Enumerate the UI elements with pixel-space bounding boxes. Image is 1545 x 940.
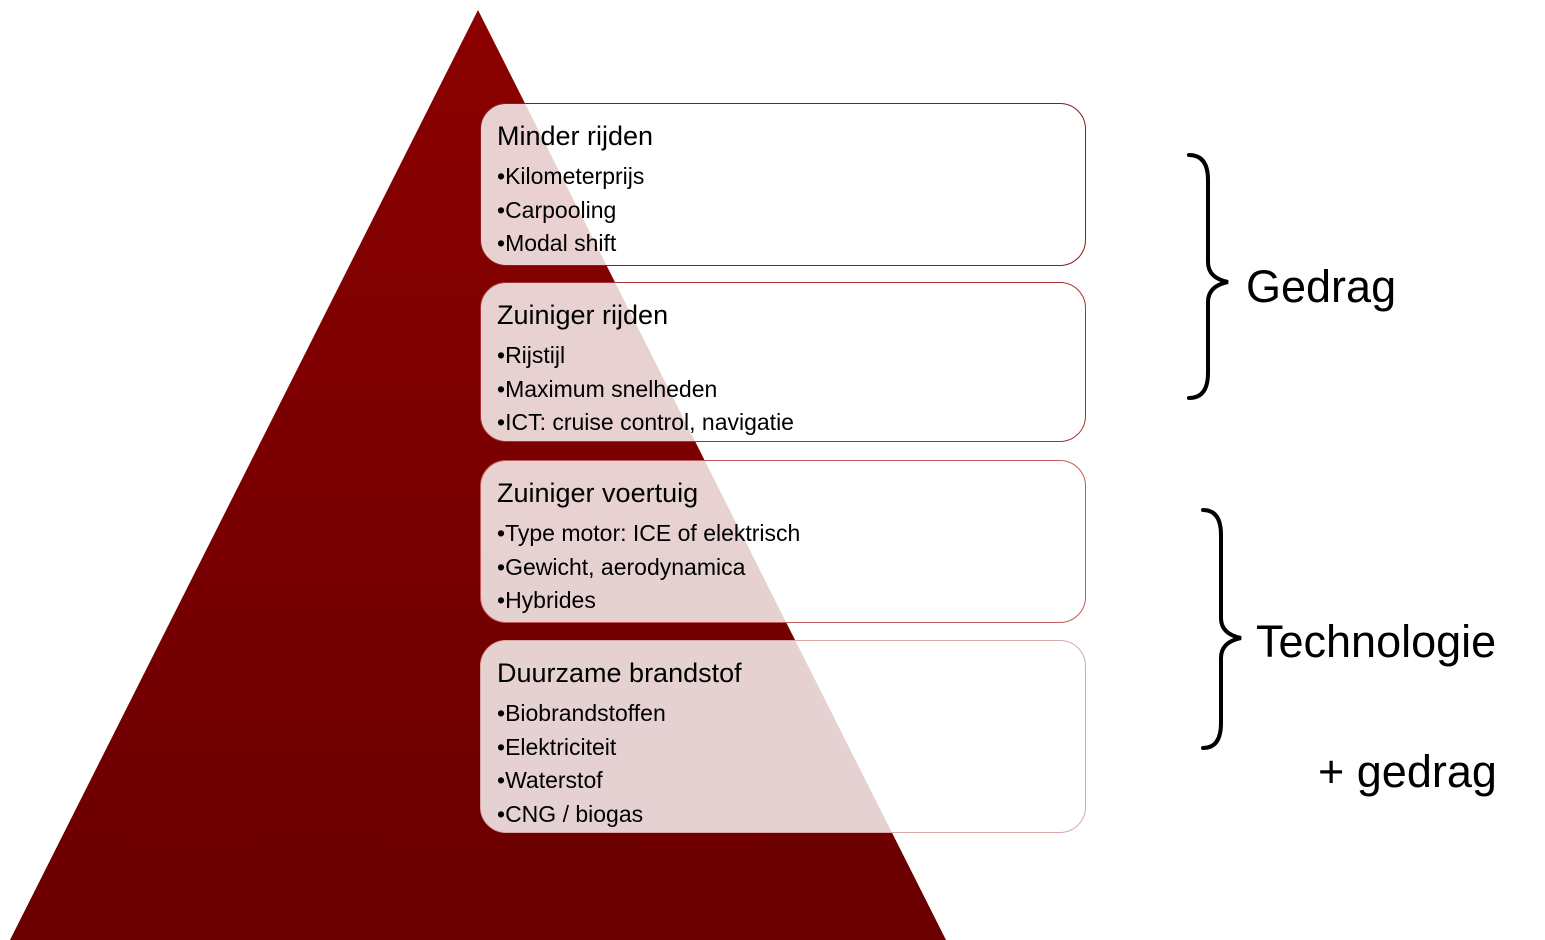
level-item (497, 798, 1085, 832)
bullet-icon: • (497, 520, 506, 546)
level-item (497, 227, 1085, 261)
level-item (497, 339, 1085, 373)
level-item (497, 764, 1085, 798)
level-title: Zuiniger voertuig (497, 478, 699, 508)
bullet-icon: • (497, 230, 506, 256)
level-item-text: Modal shift (505, 230, 617, 256)
level-item-text: Type motor: ICE of elektrisch (505, 520, 801, 546)
level-item-list (497, 160, 1085, 261)
bullet-icon: • (497, 733, 506, 760)
bullet-icon: • (497, 196, 506, 223)
level-item-list (497, 339, 1085, 440)
level-item-text: Biobrandstoffen (505, 700, 666, 726)
level-box (480, 282, 1086, 442)
level-item-list (497, 697, 1085, 831)
level-item (497, 406, 1085, 440)
brace-technology (1203, 510, 1241, 748)
level-item (497, 373, 1085, 407)
level-item-text: Maximum snelheden (505, 375, 718, 402)
level-item-text: Elektriciteit (505, 733, 617, 760)
level-item (497, 551, 1085, 585)
level-item-text: Gewicht, aerodynamica (505, 553, 746, 580)
bullet-icon: • (497, 700, 506, 726)
level-item (497, 731, 1085, 765)
level-box (480, 640, 1086, 833)
brace-behaviour (1189, 155, 1228, 398)
level-item-list (497, 517, 1085, 618)
level-item (497, 194, 1085, 228)
level-box (480, 460, 1086, 623)
level-item-text: ICT: cruise control, navigatie (505, 409, 794, 435)
level-item-text: Kilometerprijs (505, 163, 645, 189)
level-item-text: CNG / biogas (505, 800, 644, 827)
level-title: Zuiniger rijden (497, 300, 669, 330)
group-label-technology-extra: + gedrag (1318, 746, 1497, 797)
bullet-icon: • (497, 767, 506, 793)
level-item-text: Rijstijl (505, 342, 566, 368)
bullet-icon: • (497, 587, 506, 613)
level-item-text: Carpooling (505, 196, 617, 223)
level-item (497, 160, 1085, 194)
bullet-icon: • (497, 553, 506, 580)
level-title: Minder rijden (497, 121, 654, 151)
group-label-behaviour: Gedrag (1246, 261, 1397, 312)
level-item (497, 517, 1085, 551)
level-item-text: Waterstof (505, 767, 603, 793)
level-item (497, 697, 1085, 731)
bullet-icon: • (497, 163, 506, 189)
level-item (497, 584, 1085, 618)
level-box (480, 103, 1086, 266)
level-item-text: Hybrides (505, 587, 596, 613)
bullet-icon: • (497, 409, 506, 435)
bullet-icon: • (497, 342, 506, 368)
bullet-icon: • (497, 375, 506, 402)
bullet-icon: • (497, 800, 506, 827)
group-label-technology: Technologie (1256, 616, 1497, 667)
level-title: Duurzame brandstof (497, 658, 742, 688)
